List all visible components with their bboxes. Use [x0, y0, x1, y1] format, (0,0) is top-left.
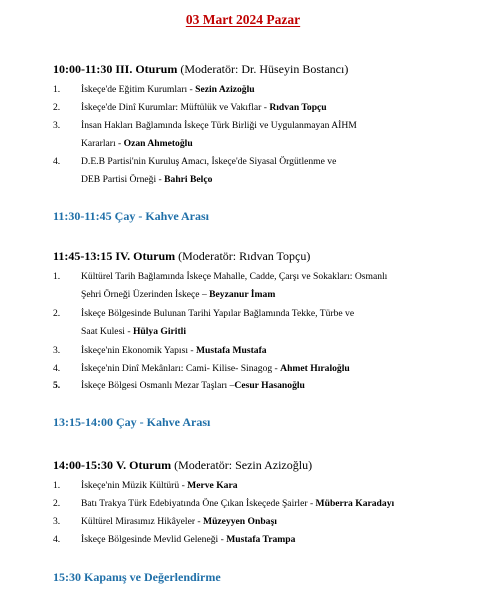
- item-author: Mustafa Trampa: [226, 534, 296, 545]
- item-author: Cesur Hasanoğlu: [234, 380, 305, 391]
- session-title: [53, 62, 348, 77]
- item-author: Mustafa Mustafa: [195, 345, 267, 356]
- item-title: İskeçe'nin Müzik Kültürü -: [81, 480, 188, 491]
- item-number: 4.: [53, 156, 61, 167]
- item-author: Ahmet Hıraloğlu: [280, 363, 350, 374]
- item-title: İskeçe Bölgesinde Bulunan Tarihi Yapılar Bağlamında Tekke, Türbe ve: [81, 308, 355, 319]
- session-name: IV. Oturum: [115, 249, 176, 263]
- coffee-break: 13:15-14:00 Çay - Kahve Arası: [53, 415, 211, 429]
- session-time: 11:45-13:15: [53, 249, 113, 263]
- item-author: Sezin Azizoğlu: [195, 84, 255, 95]
- session-title: [53, 458, 312, 473]
- closing-session: 15:30 Kapanış ve Değerlendirme: [53, 570, 221, 584]
- item-number: 4.: [53, 534, 61, 545]
- item-title: İskeçe'nin Ekonomik Yapısı -: [81, 345, 196, 356]
- session-moderator: (Moderatör: Sezin Azizoğlu): [174, 458, 313, 472]
- item-title: Batı Trakya Türk Edebiyatında Öne Çıkan İskeçede Şairler -: [81, 498, 316, 509]
- item-title-cont: Saat Kulesi -: [81, 326, 133, 337]
- item-number: 1.: [53, 84, 61, 95]
- session-name: III. Oturum: [115, 62, 178, 76]
- item-author: Merve Kara: [187, 480, 238, 491]
- item-number: 4.: [53, 363, 61, 374]
- coffee-break: 11:30-11:45 Çay - Kahve Arası: [53, 209, 209, 223]
- item-title: İskeçe Bölgesinde Mevlid Geleneği -: [81, 534, 227, 545]
- item-title: İskeçe'nin Dinî Mekânları: Cami- Kilise- Sinagog -: [81, 363, 281, 374]
- item-number: 3.: [53, 516, 61, 527]
- item-author: Müberra Karadayı: [315, 498, 395, 509]
- item-author: Bahri Belço: [164, 174, 213, 185]
- item-title: İskeçe Bölgesi Osmanlı Mezar Taşları –: [81, 380, 235, 391]
- program-date: 03 Mart 2024 Pazar: [185, 12, 301, 27]
- item-author: Ozan Ahmetoğlu: [123, 138, 193, 149]
- session-moderator: (Moderatör: Rıdvan Topçu): [178, 249, 311, 263]
- item-title-cont: Şehri Örneği Üzerinden İskeçe –: [81, 289, 210, 300]
- item-number: 3.: [53, 345, 61, 356]
- item-number: 3.: [53, 120, 61, 131]
- item-title: İnsan Hakları Bağlamında İskeçe Türk Birliği ve Uygulanmayan AİHM: [81, 120, 357, 131]
- item-number: 1.: [53, 271, 61, 282]
- item-title: İskeçe'de Eğitim Kurumları -: [81, 84, 196, 95]
- session-time: 14:00-15:30: [53, 458, 113, 472]
- item-title-cont: DEB Partisi Örneği -: [81, 174, 165, 185]
- session-moderator: (Moderatör: Dr. Hüseyin Bostancı): [180, 62, 349, 76]
- item-author: Müzeyyen Onbaşı: [203, 516, 277, 527]
- item-author: Rıdvan Topçu: [269, 102, 327, 113]
- session-name: V. Oturum: [116, 458, 172, 472]
- item-author: Hülya Giritli: [132, 326, 187, 337]
- item-title: Kültürel Tarih Bağlamında İskeçe Mahalle, Cadde, Çarşı ve Sokakları: Osmanlı: [81, 271, 388, 282]
- item-number: 2.: [53, 308, 61, 319]
- item-author: Beyzanur İmam: [209, 289, 276, 300]
- item-number: 1.: [53, 480, 61, 491]
- session-time: 10:00-11:30: [53, 62, 113, 76]
- item-title: Kültürel Mirasımız Hikâyeler -: [81, 516, 204, 527]
- item-title-cont: Kararları -: [81, 138, 124, 149]
- item-number: 5.: [53, 380, 61, 391]
- item-number: 2.: [53, 102, 61, 113]
- item-number: 2.: [53, 498, 61, 509]
- item-title: İskeçe'de Dinî Kurumlar: Müftülük ve Vakıflar -: [81, 102, 270, 113]
- session-title: [53, 249, 310, 264]
- item-title: D.E.B Partisi'nin Kuruluş Amacı, İskeçe'de Siyasal Örgütlenme ve: [81, 156, 337, 167]
